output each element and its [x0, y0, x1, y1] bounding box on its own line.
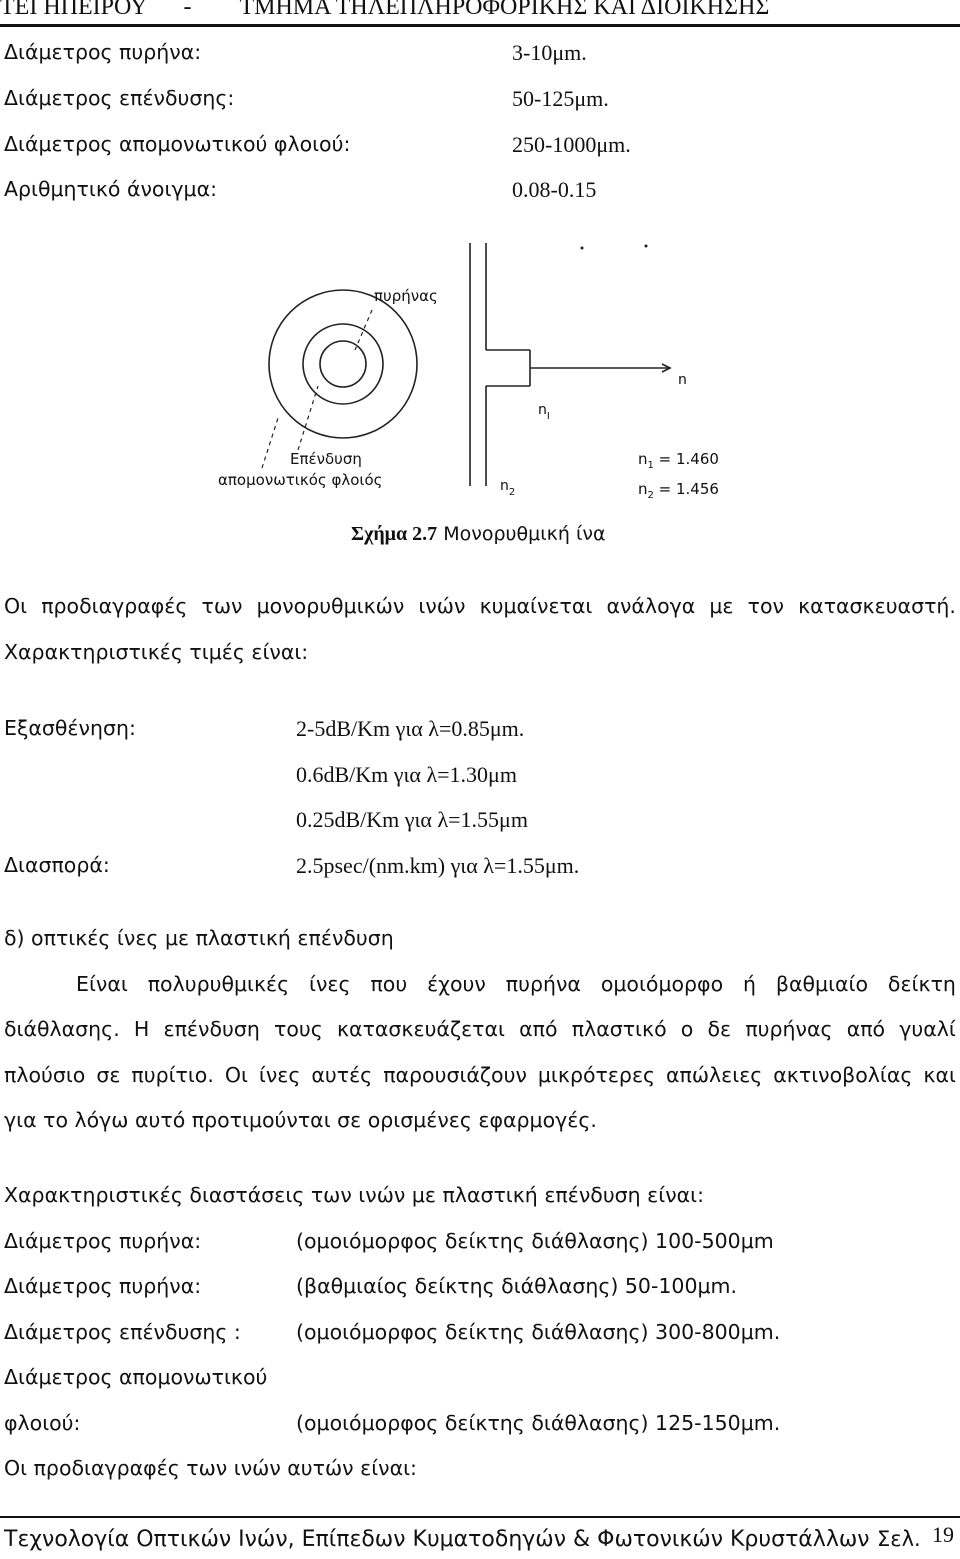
n2-equation: $n_2 = 1.456$	[638, 480, 719, 501]
caption-label: Σχήμα 2.7	[351, 523, 438, 545]
label-cladding: Επένδυση	[290, 450, 362, 468]
core-circle	[320, 341, 366, 387]
dim-value: (ομοιόμορφος δείκτης διάθλασης) 125-150μm.	[296, 1411, 781, 1435]
dim-value: (ομοιόμορφος δείκτης διάθλασης) 300-800μm.	[296, 1320, 781, 1344]
dim-label: Διάμετρος πυρήνα:	[4, 1229, 202, 1253]
attenuation-value: 2-5dB/Km για λ=0.85μm.	[296, 716, 525, 741]
dim-label: Διάμετρος πυρήνα:	[4, 1274, 202, 1298]
caption-text: Μονορυθμική ίνα	[437, 523, 606, 545]
header-separator: -	[183, 0, 192, 20]
closing-line: Οι προδιαγραφές των ινών αυτών είναι:	[4, 1456, 417, 1480]
footer-rule	[0, 1516, 960, 1518]
attenuation-label: Εξασθένηση:	[4, 716, 136, 740]
dim-label: Διάμετρος επένδυσης :	[4, 1320, 241, 1344]
page-header	[0, 0, 769, 21]
label-n1: $n_I$	[538, 402, 550, 422]
label-core: πυρήνας	[374, 287, 438, 305]
fiber-figure	[200, 238, 740, 518]
figure-caption	[351, 523, 606, 546]
header-department: ΤΜΗΜΑ ΤΗΛΕΠΛΗΡΟΦΟΡΙΚΗΣ ΚΑΙ ΔΙΟΙΚΗΣΗΣ	[239, 0, 770, 20]
dim-label: Διάμετρος απομονωτικού	[4, 1365, 268, 1389]
label-n: n	[678, 372, 687, 388]
spec-value: 50-125μm.	[512, 86, 609, 111]
spec-label: Διάμετρος πυρήνα:	[4, 40, 202, 64]
section-d-line-1: Είναι πολυρυθμικές ίνες που έχουν πυρήνα ομοιόμορφο ή βαθμιαίο δείκτη	[76, 972, 956, 996]
dispersion-value: 2.5psec/(nm.km) για λ=1.55μm.	[296, 853, 580, 878]
page-number: 19	[932, 1522, 954, 1547]
section-d-title: δ) οπτικές ίνες με πλαστική επένδυση	[4, 926, 394, 950]
n1-equation: $n_1 = 1.460$	[638, 450, 719, 471]
section-d-line-2: διάθλασης. Η επένδυση τους κατασκευάζεται από πλαστικό ο δε πυρήνας από γυαλί	[4, 1017, 956, 1041]
section-d-line-3: πλούσιο σε πυρίτιο. Οι ίνες αυτές παρουσιάζουν μικρότερες απώλειες ακτινοβολίας και	[4, 1063, 956, 1087]
spec-label: Αριθμητικό άνοιγμα:	[4, 177, 218, 201]
header-institution: ΤΕΙ ΗΠΕΙΡΟΥ	[0, 0, 148, 20]
intro-line-2: Χαρακτηριστικές τιμές είναι:	[4, 640, 309, 664]
dispersion-label: Διασπορά:	[4, 853, 110, 877]
spec-label: Διάμετρος επένδυσης:	[4, 86, 235, 110]
jacket-circle	[269, 290, 417, 438]
dim-label: φλοιού:	[4, 1411, 81, 1435]
section-d-line-4: για το λόγω αυτό προτιμούνται σε ορισμένες εφαρμογές.	[4, 1108, 597, 1132]
cladding-circle	[303, 324, 383, 404]
label-jacket: απομονωτικός φλοιός	[218, 471, 383, 489]
spec-label: Διάμετρος απομονωτικού φλοιού:	[4, 132, 351, 156]
attenuation-value: 0.6dB/Km για λ=1.30μm	[296, 762, 517, 787]
plastic-dims-heading: Χαρακτηριστικές διαστάσεις των ινών με πλαστική επένδυση είναι:	[4, 1183, 705, 1207]
header-rule	[0, 24, 960, 27]
dim-value: (βαθμιαίος δείκτης διάθλασης) 50-100μm.	[296, 1274, 738, 1298]
spec-value: 0.08-0.15	[512, 177, 597, 202]
dim-value: (ομοιόμορφος δείκτης διάθλασης) 100-500μm	[296, 1229, 774, 1253]
label-n2: $n_2$	[500, 478, 516, 498]
spec-value: 250-1000μm.	[512, 132, 631, 157]
footer-title: Τεχνολογία Οπτικών Ινών, Επίπεδων Κυματοδηγών & Φωτονικών Κρυστάλλων	[4, 1527, 870, 1552]
page-label: Σελ.	[877, 1527, 921, 1551]
attenuation-value: 0.25dB/Km για λ=1.55μm	[296, 807, 528, 832]
intro-line-1: Οι προδιαγραφές των μονορυθμικών ινών κυμαίνεται ανάλογα με τον κατασκευαστή.	[4, 594, 956, 618]
spec-value: 3-10μm.	[512, 40, 587, 65]
